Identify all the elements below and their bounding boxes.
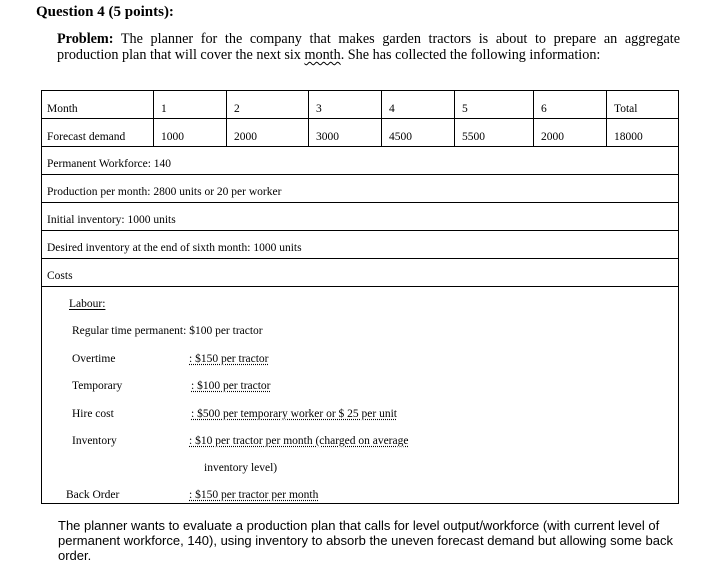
temporary-value: : $100 per tractor [191,380,271,392]
table-border-bottom [41,503,679,504]
table-border-left [41,90,42,504]
header-cell: 1 [161,103,167,115]
table-line-2 [41,146,679,147]
permanent-workforce: Permanent Workforce: 140 [47,158,172,170]
header-cell: 6 [541,103,547,115]
table-border-top [41,90,679,91]
problem-text-a: The planner for the company that makes garden tractors is about to prepare an aggregate production plan that will cover the next six [57,31,680,63]
inventory-value-cont: inventory level) [204,462,278,474]
question-heading: Question 4 (5 points): [36,4,174,20]
col-divider [606,90,607,147]
forecast-cell: 2000 [541,131,564,143]
col-divider [454,90,455,147]
header-month: Month [47,103,78,115]
forecast-total: 18000 [614,131,643,143]
data-table [41,90,679,504]
hire-cost-label: Hire cost [72,408,114,420]
header-total: Total [614,103,638,115]
col-divider [153,90,154,147]
table-border-right [678,90,679,504]
temporary-label: Temporary [72,380,123,392]
desired-inventory: Desired inventory at the end of sixth month: 1000 units [47,242,302,254]
col-divider [226,90,227,147]
table-line-5 [41,230,679,231]
footer-paragraph: The planner wants to evaluate a production plan that calls for level output/workforce (with current level of permanent workforce, 140), using inventory to absorb the uneven forecast demand but allowing some back order. [58,518,673,563]
problem-statement [57,31,680,63]
labour-label: Labour: [69,298,106,310]
overtime-label: Overtime [72,353,116,365]
table-line-3 [41,174,679,175]
back-order-value: : $150 per tractor per month [189,489,319,501]
col-divider [533,90,534,147]
production-per-month: Production per month: 2800 units or 20 per worker [47,186,282,198]
forecast-cell: 5500 [462,131,485,143]
back-order-label: Back Order [66,489,120,501]
inventory-label: Inventory [72,435,117,447]
forecast-cell: 3000 [316,131,339,143]
overtime-value: : $150 per tractor [189,353,269,365]
table-line-7 [41,286,679,287]
problem-label: Problem: [57,31,114,47]
table-line-6 [41,258,679,259]
hire-cost-value: : $500 per temporary worker or $ 25 per unit [191,408,397,420]
regular-time-cost: Regular time permanent: $100 per tractor [72,325,263,337]
initial-inventory: Initial inventory: 1000 units [47,214,176,226]
header-cell: 3 [316,103,322,115]
header-cell: 4 [389,103,395,115]
problem-text-b: . She has collected the following information: [340,47,601,63]
table-line-1 [41,118,679,119]
col-divider [308,90,309,147]
col-divider [381,90,382,147]
inventory-value: : $10 per tractor per month (charged on average [189,435,409,447]
forecast-cell: 4500 [389,131,412,143]
header-cell: 5 [462,103,468,115]
table-line-4 [41,202,679,203]
costs-label: Costs [47,270,73,282]
forecast-label: Forecast demand [47,131,126,143]
forecast-cell: 2000 [234,131,257,143]
problem-text-month: month [304,47,341,63]
forecast-cell: 1000 [161,131,184,143]
header-cell: 2 [234,103,240,115]
